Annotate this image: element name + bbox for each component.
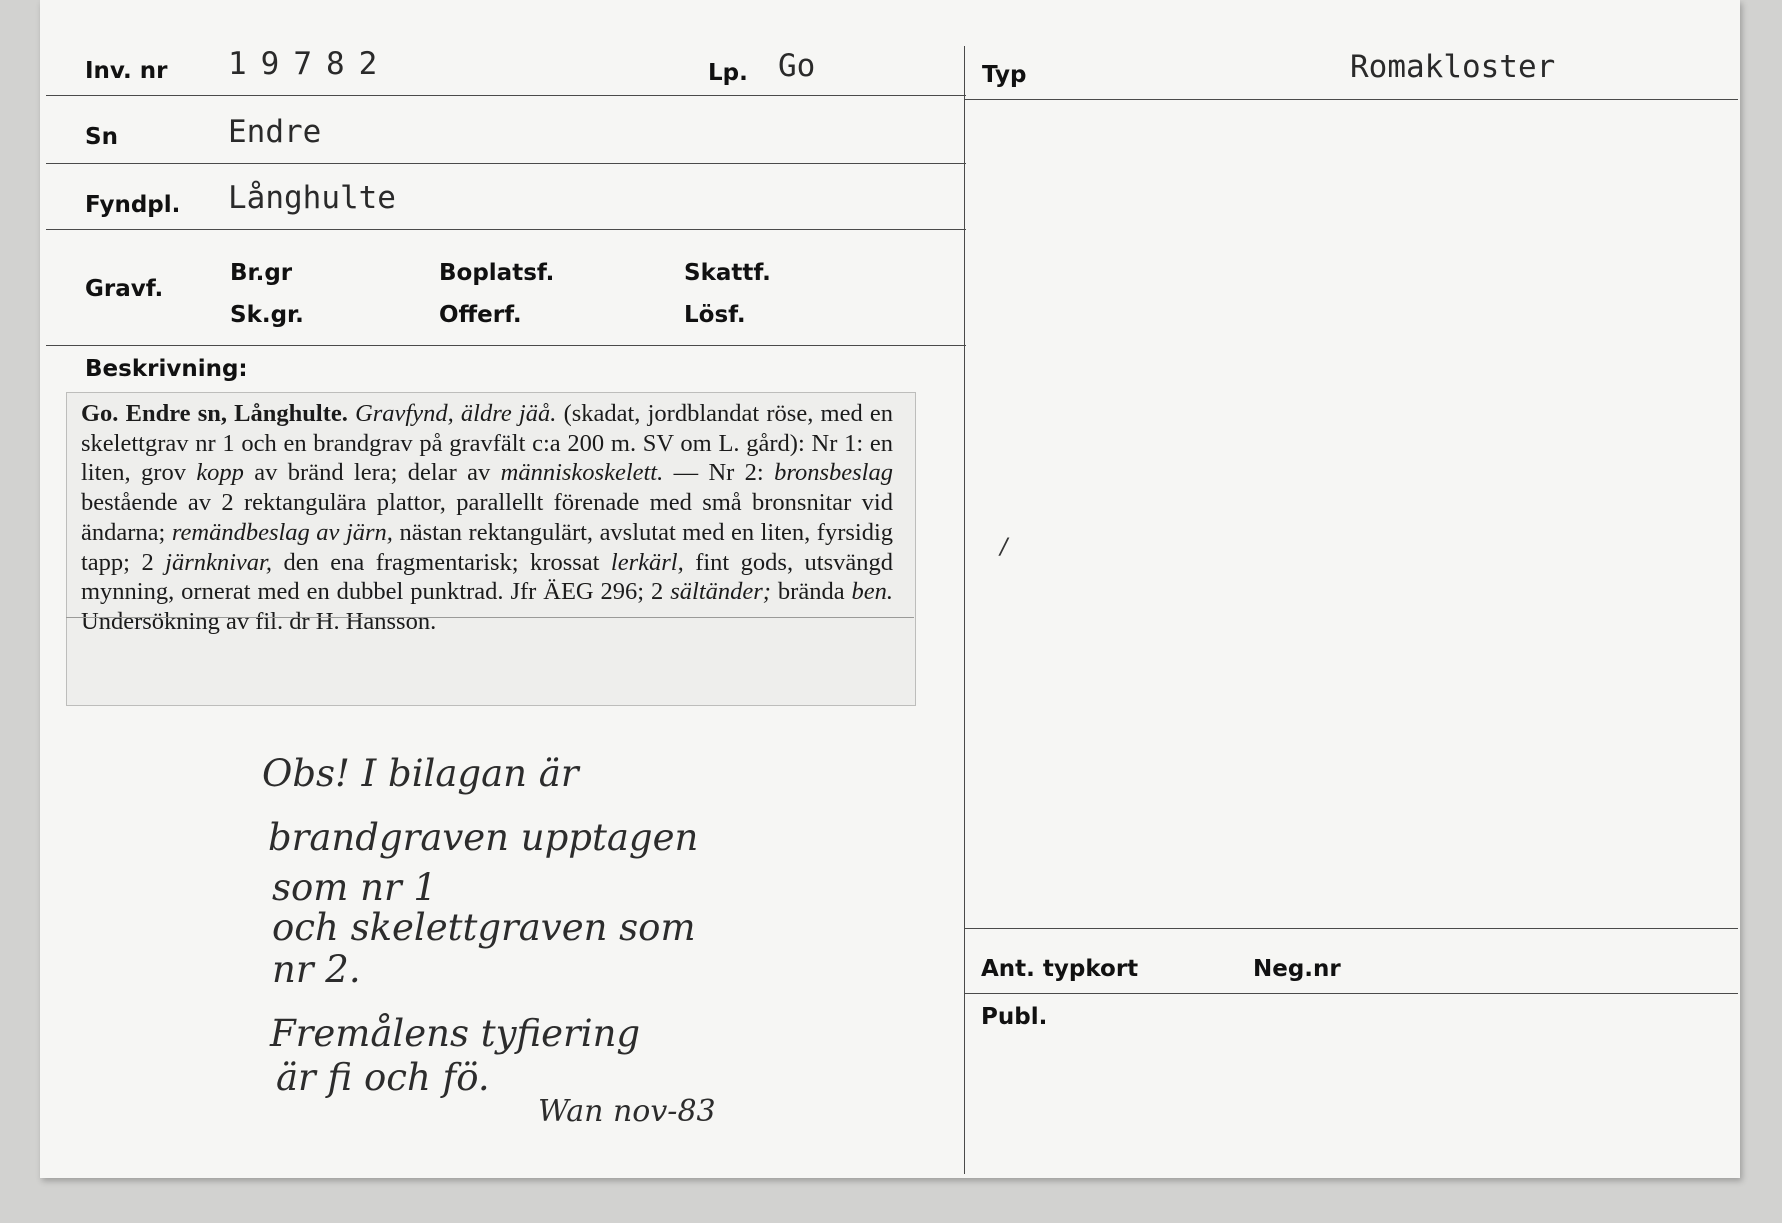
row-line-ant-typkort <box>964 928 1738 929</box>
handwriting-line-4: och skelettgraven som <box>272 906 696 949</box>
description-part: Undersökning av fil. dr H. Hansson. <box>81 607 437 635</box>
description-part: brända <box>777 578 845 606</box>
description-slip <box>66 392 916 706</box>
label-lp: Lp. <box>708 60 748 86</box>
label-inv-nr: Inv. nr <box>85 58 168 84</box>
row-line-gravf <box>46 345 966 346</box>
row-line-fyndpl <box>46 229 966 230</box>
description-object: sältänder; <box>670 578 771 606</box>
handwriting-line-2: brandgraven upptagen <box>268 816 699 859</box>
lp-value: Go <box>778 48 816 84</box>
handwriting-line-1: Obs! I bilagan är <box>262 752 579 795</box>
description-part: nästan rektangulärt, avslutat med en liten, fyrsidig tapp; 2 <box>81 518 894 576</box>
fyndpl-value: Långhulte <box>228 180 396 216</box>
label-skattf: Skattf. <box>684 260 771 286</box>
description-part: bestående av 2 rektangulära plattor, parallellt förenade med små bronsnitar vid ändarna; <box>81 489 893 546</box>
inv-nr-value: 19782 <box>228 46 392 82</box>
handwriting-line-6: Fremålens tyfiering <box>270 1012 641 1055</box>
row-line-typ <box>964 99 1738 100</box>
stray-mark: / <box>1000 535 1008 560</box>
label-boplatsf: Boplatsf. <box>439 260 555 286</box>
row-line-publ <box>964 993 1738 994</box>
row-line-inv <box>46 95 966 96</box>
row-line-sn <box>46 163 966 164</box>
label-fyndpl: Fyndpl. <box>85 192 181 218</box>
description-text <box>81 399 893 637</box>
label-sn: Sn <box>85 124 118 150</box>
description-object: ben. <box>851 578 894 606</box>
column-divider <box>964 46 965 1174</box>
label-sk-gr: Sk.gr. <box>230 302 304 328</box>
label-gravf: Gravf. <box>85 276 164 302</box>
description-object: järnknivar, <box>165 548 272 576</box>
label-ant-typkort: Ant. typkort <box>981 956 1139 982</box>
handwriting-line-5: nr 2. <box>272 948 361 991</box>
description-object: bronsbeslag <box>774 459 893 487</box>
description-part: fint gods, utsvängd mynning, ornerat med en dubbel punktrad. Jfr ÄEG 296; 2 <box>81 548 893 606</box>
handwriting-line-3: som nr 1 <box>272 866 437 909</box>
sn-value: Endre <box>228 114 322 150</box>
label-typ: Typ <box>982 62 1027 88</box>
label-publ: Publ. <box>981 1004 1048 1030</box>
description-object: kopp <box>196 459 244 487</box>
label-beskrivning: Beskrivning: <box>85 356 248 382</box>
label-offerf: Offerf. <box>439 302 522 328</box>
description-part: av bränd lera; delar av <box>254 459 491 487</box>
description-object: människoskelett. <box>500 459 664 487</box>
description-object: remändbeslag av järn, <box>171 518 393 546</box>
label-br-gr: Br.gr <box>230 260 293 286</box>
description-part: — Nr 2: <box>673 459 764 487</box>
description-find-type: Gravfynd, äldre jäå. <box>355 400 557 427</box>
handwriting-line-7: är fi och fö. <box>276 1056 490 1099</box>
handwritten-signature: Wan nov-83 <box>538 1094 716 1129</box>
label-losf: Lösf. <box>684 302 746 328</box>
description-lead: Go. Endre sn, Långhulte. <box>81 400 348 427</box>
catalog-card <box>40 0 1740 1178</box>
slip-tear-line <box>66 617 914 618</box>
description-object: lerkärl, <box>610 548 684 576</box>
typ-value: Romakloster <box>1350 49 1556 85</box>
description-part: (skadat, jordblandat röse, med en skelettgrav nr 1 och en brandgrav på gravfält c:a 200 m. SV om L. gård): Nr 1: en liten, grov <box>81 400 894 487</box>
description-part: den ena fragmentarisk; krossat <box>283 548 600 576</box>
label-neg-nr: Neg.nr <box>1253 956 1341 982</box>
